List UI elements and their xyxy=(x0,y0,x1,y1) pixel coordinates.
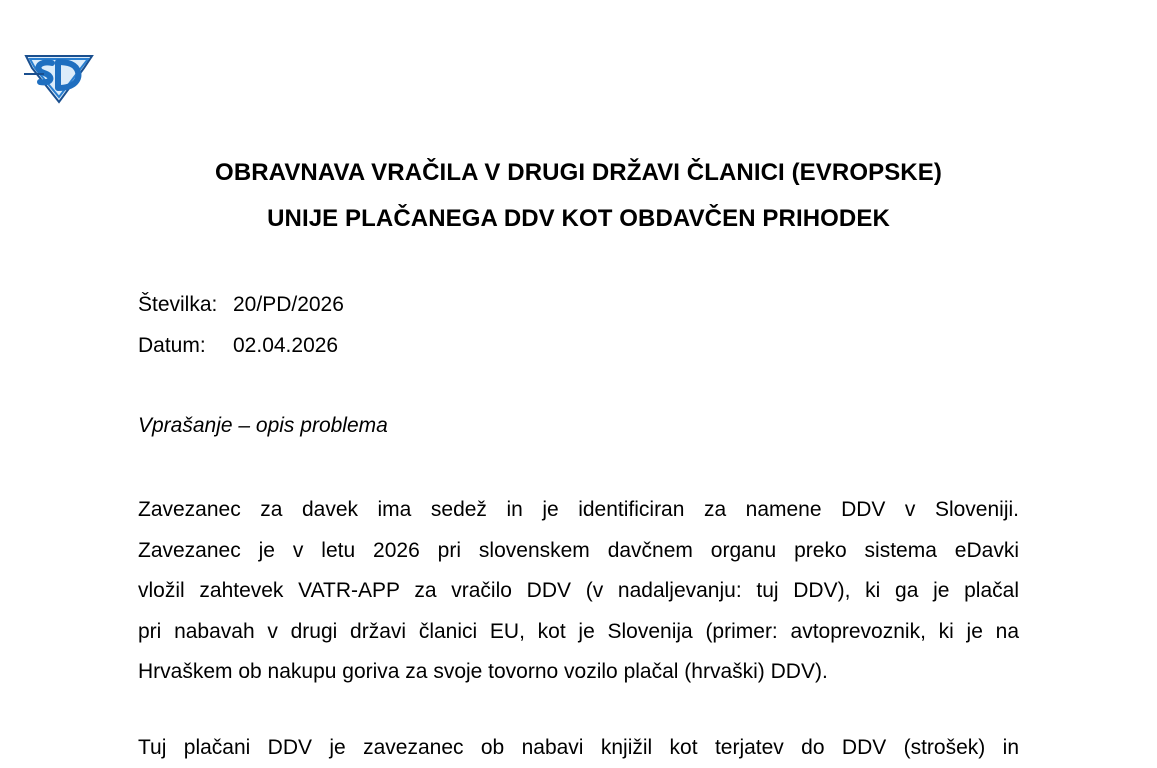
document-date-label: Datum: xyxy=(138,334,206,357)
document-date-value: 02.04.2026 xyxy=(233,334,339,357)
section-heading: Vprašanje – opis problema xyxy=(138,414,388,437)
document-number xyxy=(138,292,344,318)
paragraph-line: pri nabavah v drugi državi članici EU, kot je Slovenija (primer: avtoprevoznik, ki je na xyxy=(138,619,1019,643)
sd-logo-icon xyxy=(22,48,96,104)
document-title-line-1: OBRAVNAVA VRAČILA V DRUGI DRŽAVI ČLANICI (EVROPSKE) xyxy=(215,159,942,186)
paragraph-line: Zavezanec je v letu 2026 pri slovenskem davčnem organu preko sistema eDavki xyxy=(138,538,1019,562)
paragraph-line: Zavezanec za davek ima sedež in je identificiran za namene DDV v Sloveniji. xyxy=(138,498,1019,521)
paragraph-line: Hrvaškem ob nakupu goriva za svoje tovorno vozilo plačal (hrvaški) DDV). xyxy=(138,660,828,683)
document-number-value: 20/PD/2026 xyxy=(233,293,344,316)
cut-off-paragraph-line: Tuj plačani DDV je zavezanec ob nabavi knjižil kot terjatev do DDV (strošek) in xyxy=(138,736,1019,759)
paragraph-line: vložil zahtevek VATR-APP za vračilo DDV (v nadaljevanju: tuj DDV), ki ga je plačal xyxy=(138,579,1019,602)
company-logo xyxy=(22,48,96,104)
document-date xyxy=(138,333,338,359)
document-title-line-2: UNIJE PLAČANEGA DDV KOT OBDAVČEN PRIHODEK xyxy=(267,205,890,232)
document-number-label: Številka: xyxy=(138,293,218,316)
body-paragraph xyxy=(138,490,1019,693)
